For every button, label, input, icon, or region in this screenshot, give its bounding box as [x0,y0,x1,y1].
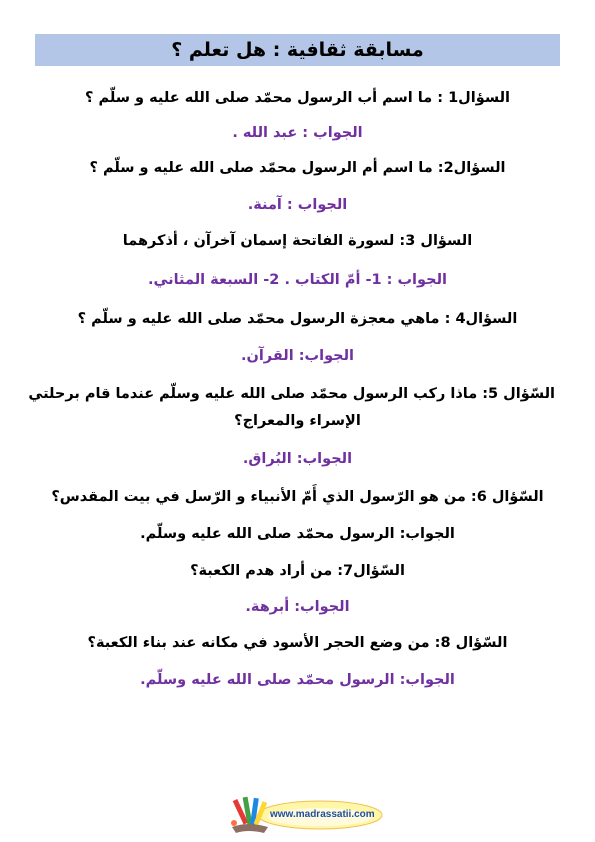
answer-1: الجواب : عبد الله . [232,125,363,141]
answer-5: الجواب: البُراق. [242,451,353,467]
page-title: مسابقة ثقافية : هل تعلم ؟ [171,39,424,61]
qa-list [28,0,555,842]
answer-3: الجواب : 1- أمّ الكتاب . 2- السبعة المثاني. [147,272,447,288]
question-6: السّؤال 6: من هو الرّسول الذي أَمّ الأنبياء و الرّسل في بيت المقدس؟ [51,489,544,505]
answer-6: الجواب: الرسول محمّد صلى الله عليه وسلّم. [140,526,455,542]
question-5-line-2: الإسراء والمعراج؟ [234,413,361,429]
question-5-line-1: السّؤال 5: ماذا ركب الرسول محمّد صلى الله عليه وسلّم عندما قام برحلتي [28,386,555,402]
answer-7: الجواب: أبرهة. [245,599,350,615]
question-1: السؤال1 : ما اسم أب الرسول محمّد صلى الله عليه و سلّم ؟ [85,90,510,106]
question-7: السّؤال7: من أراد هدم الكعبة؟ [190,563,405,579]
question-2: السؤال2: ما اسم أم الرسول محمّد صلى الله عليه و سلّم ؟ [89,160,506,176]
answer-2: الجواب : آمنة. [247,197,348,213]
question-3: السؤال 3: لسورة الفاتحة إسمان آخرآن ، أذكرهما [122,233,473,249]
site-logo [228,793,388,837]
logo-url-text: www.madrassatii.com [270,809,375,820]
answer-4: الجواب: القرآن. [240,348,355,364]
question-8: السّؤال 8: من وضع الحجر الأسود في مكانه عند بناء الكعبة؟ [87,635,508,651]
question-4: السؤال4 : ماهي معجزة الرسول محمّد صلى الله عليه و سلّم ؟ [77,311,518,327]
answer-8: الجواب: الرسول محمّد صلى الله عليه وسلّم. [140,672,455,688]
